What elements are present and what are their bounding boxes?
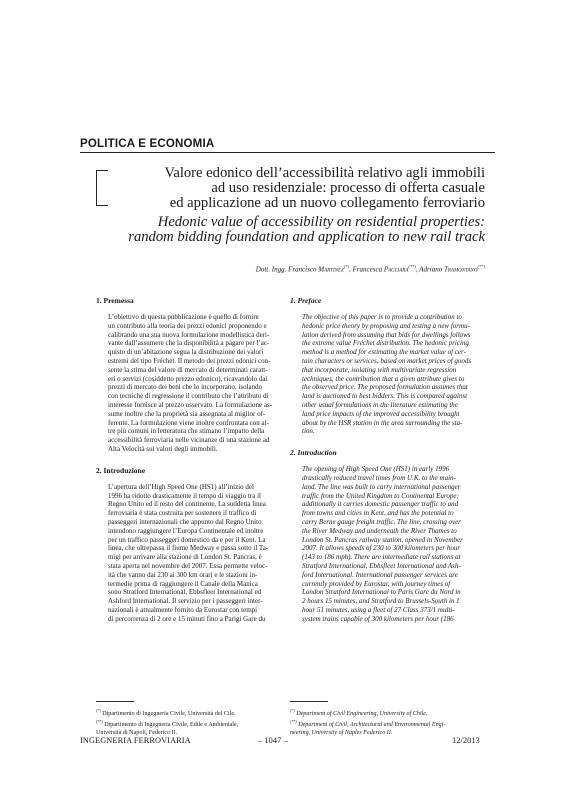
text-line: land is auctioned to best bidders. This is compared against [302, 392, 468, 401]
text-line: Stratford International, Ebbsfleet International and Ash- [302, 561, 461, 570]
text-line: traffic from the United Kingdom to Continental Europe; [302, 491, 459, 500]
footnote-text: Department of Civil Engineering, University of Chile. [294, 711, 428, 718]
text-line: stata aperta nel novembre del 2007. Essa permette veloc- [108, 561, 268, 570]
footnote-rule-left [96, 701, 134, 702]
text-line: termedie prima di raggiungere il Canale della Manica [108, 579, 258, 588]
text-line: London St. Pancras railway station, opened in November [302, 535, 463, 544]
text-line: other usual formulations in the literature estimating the [302, 400, 458, 409]
text-line: land price impacts of the improved accessibility brought [302, 409, 460, 418]
text-line: linea, che oltrepassa il fiume Medway e passa sotto il Ta- [108, 544, 269, 553]
footnotes-english [290, 707, 493, 737]
heading-preface: 1. Preface [290, 296, 322, 305]
text-line: land. The line was built to carry international passenger [302, 482, 461, 491]
text-line: 1996 ha ridotto drasticamente il tempo di viaggio tra il [108, 491, 261, 500]
text-line: drastically reduced travel times from U.K. to the main- [302, 473, 456, 482]
footnote-mark: (**) [96, 719, 103, 725]
text-line: intendono raggiungere l’Europa Continentale ed inoltre [108, 526, 264, 535]
heading-introduzione: 2. Introduzione [96, 465, 146, 475]
text-line: L’obiettivo di questa pubblicazione è quello di fornire [108, 313, 259, 321]
text-line: con tecniche di regressione il contributo che l’attributo di [108, 392, 269, 401]
author-prefix: Dott. Ingg. Francisco [255, 265, 319, 274]
footer-journal: INGEGNERIA FERROVIARIA [80, 736, 191, 745]
title-it-line: ed applicazione ad un nuovo collegamento ferroviario [169, 195, 485, 211]
text-line: prezzi di mercato dei beni che lo incorporano, isolando [108, 383, 263, 392]
author-mark: (**) [408, 264, 416, 269]
footnote-line [290, 718, 493, 729]
text-line: passeggeri internazionali che appunto dal Regno Unito [108, 517, 262, 526]
author-mark: (**) [477, 264, 485, 269]
footnote-rule-right [290, 701, 328, 702]
text-line: ità che vanno dai 230 ai 300 km orari e le stazioni in- [108, 570, 258, 579]
author-name: Pagliara [383, 265, 409, 274]
text-line: un contributo alla teoria dei prezzi edonici proponendo e [108, 321, 267, 330]
text-line: currently provided by Eurostar, with journey times of [302, 579, 451, 588]
text-line: calibrando una sua nuova formulazione modellistica deri- [108, 330, 270, 339]
column-english [290, 296, 493, 636]
text-line: that incorporate, isolating with multivariate regression [302, 365, 457, 374]
paragraph-premessa [96, 313, 294, 454]
text-line: hedonic price theory by proposing and testing a new formu- [302, 321, 470, 330]
author-mark: (*) [343, 264, 350, 269]
author-prefix: , Francesca [349, 265, 384, 274]
section-rule [80, 152, 495, 153]
text-line: method is a method for estimating the market value of cer- [302, 348, 466, 357]
title-english [115, 215, 485, 245]
footnote-line [290, 707, 493, 718]
text-line: di percorrenza di 2 ore e 15 minuti fino a Parigi Gare du [108, 614, 266, 623]
paragraph-introduzione [96, 483, 294, 624]
text-line: sume inoltre che la proprietà sia assegnata al miglior of- [108, 409, 266, 418]
text-line: lation derived from assuming that bids for dwellings follows [302, 330, 471, 339]
text-line: tion. [302, 427, 315, 436]
text-line: interesse fornisce al prezzo osservato. La formulazione as- [108, 400, 273, 409]
text-line: L’apertura dell’High Speed One (HS1) all’inizio del [108, 482, 254, 491]
text-line: the River Medway and underneath the River Thames to [302, 526, 457, 535]
heading-introduction: 2. Introduction [290, 448, 337, 458]
text-line: (143 to 186 mph). There are intermediate rail stations at [302, 553, 461, 562]
footnote-text: Department of Civil, Architectural and Environmental Engi- [296, 722, 446, 729]
text-line: London Stratford International to Paris Gare du Nord in [302, 588, 461, 597]
text-line: Regno Unito ed il resto del continente. La suddetta linea [108, 500, 266, 509]
footnote-line [96, 718, 294, 729]
column-italian [96, 296, 294, 636]
footnote-text: Dipartimento di Ingegneria Civile, Università del Cile. [100, 711, 236, 718]
text-line: tre più comuni in letteratura che stimano l’impatto della [108, 427, 265, 436]
title-en-line: random bidding foundation and application to new rail track [128, 229, 485, 245]
text-line: accessibilità ferroviaria nelle vicinanze di una stazione ad [108, 436, 270, 445]
title-it-line: Valore edonico dell’accessibilità relativo agli immobili [164, 165, 485, 181]
footnotes-italian [96, 707, 294, 737]
text-line: Ashford International. Il servizio per i passeggeri inter- [108, 597, 263, 606]
text-line: 2007. It allows speeds of 230 to 300 kilometers per hour [302, 544, 461, 553]
author-name: Tramontano [443, 265, 478, 274]
text-line: ford International. International passenger services are [302, 570, 458, 579]
text-line: the extreme value Fréchet distribution. The hedonic pricing [302, 339, 469, 348]
text-line: ferroviaria è stata costruita per sostenere il traffico di [108, 509, 257, 518]
footnote-text: Università di Napoli, Federico II. [96, 730, 178, 737]
footnote-line [96, 707, 294, 718]
heading-premessa: 1. Premessa [96, 296, 134, 305]
footnote-text: neering, University of Naples Federico II. [290, 730, 393, 737]
text-line: system trains capable of 300 kilometers per hour (186 [302, 614, 454, 623]
author-name: Martinez [318, 265, 344, 274]
text-line: about by the HSR station in the area surrounding the sta- [302, 418, 463, 427]
text-line: The opening of High Speed One (HS1) in early 1996 [302, 465, 450, 474]
text-line: nazionali è attualmente fornito da Eurostar con tempi [108, 605, 258, 614]
title-bracket-mark [96, 170, 108, 206]
author-prefix: , Adriano [415, 265, 444, 274]
text-line: per un traffico passeggeri domestico da e per il Kent. La [108, 535, 266, 544]
text-line: quisto di un’abitazione segua la distribuzione dei valori [108, 348, 264, 357]
footnote-mark: (*) [290, 708, 295, 713]
text-line: from towns and cities in Kent, and has the potential to [302, 509, 454, 518]
footnote-text: Dipartimento di Ingegneria Civile, Edile e Ambientale, [102, 722, 239, 729]
text-line: The objective of this paper is to provide a contribution to [302, 313, 462, 321]
title-italian [115, 166, 485, 211]
text-line: tain characters or services, based on market prices of goods [302, 356, 472, 365]
author-list [115, 264, 485, 273]
footnote-mark: (**) [290, 719, 297, 725]
footnote-mark: (*) [96, 708, 101, 713]
section-heading: POLITICA E ECONOMIA [80, 138, 215, 150]
text-line: hour 51 minutes, using a fleet of 27 Class 373/1 multi- [302, 605, 455, 614]
text-line: carry Berne gauge freight traffic. The line, crossing over [302, 517, 461, 526]
text-line: ferente. La formulazione viene inoltre confrontata con al- [108, 418, 269, 427]
paragraph-preface [290, 313, 493, 436]
text-line: sente la stima del valore di mercato di determinati caratt- [108, 365, 268, 374]
footer-page-number: – 1047 – [258, 736, 288, 745]
text-line: vante dall’assumere che la disponibilità a pagare per l’ac- [108, 339, 270, 348]
text-line: eri o servizi (cosiddetto prezzo edonico), ricavandolo dai [108, 374, 268, 383]
text-line: techniques, the contribution that a given attribute gives to [302, 374, 465, 383]
text-line: migi per arrivare alla stazione di London St. Pancras, è [108, 553, 262, 562]
footer-date: 12/2013 [452, 736, 480, 745]
title-en-line: Hedonic value of accessibility on residential properties: [157, 214, 485, 230]
text-line: the observed price. The proposed formulation assumes that [302, 383, 468, 392]
text-line: sono Stratford International, Ebbsfleet International ed [108, 588, 262, 597]
text-line: 2 hours 15 minutes, and Stratford to Brussels-South in 1 [302, 597, 460, 606]
text-line: additionally it carries domestic passenger traffic to and [302, 500, 459, 509]
text-line: Alta Velocità sui valori degli immobili. [108, 444, 218, 453]
paragraph-introduction [290, 465, 493, 623]
title-it-line: ad uso residenziale: processo di offerta casuale [211, 180, 485, 196]
text-line: estremi del tipo Fréchet. Il metodo dei prezzi edonici con- [108, 356, 271, 365]
